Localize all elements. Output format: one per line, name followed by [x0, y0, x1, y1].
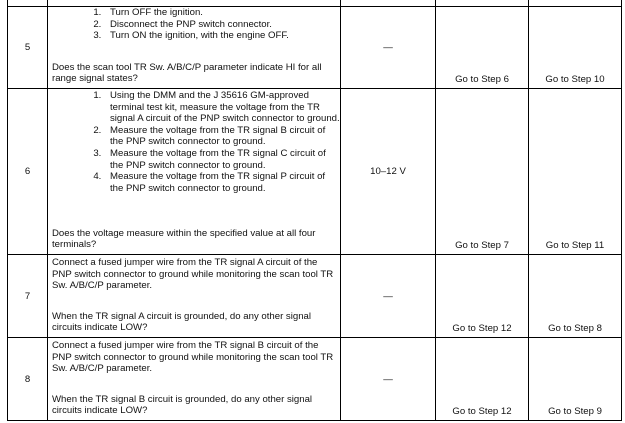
- action-list: [48, 7, 340, 42]
- action-cell: [48, 7, 341, 89]
- question-text: Does the scan tool TR Sw. A/B/C/P parameter indicate HI for all range signal states?: [52, 61, 322, 85]
- yes-cell: Go to Step 12: [436, 255, 529, 338]
- value-cell: —: [341, 338, 436, 421]
- step-number: 7: [8, 255, 48, 338]
- action-cell: [48, 89, 341, 255]
- table-row: [8, 338, 622, 421]
- no-cell: Go to Step 11: [529, 89, 622, 255]
- action-cell: [48, 338, 341, 421]
- list-item: 4. Measure the voltage from the TR signal P circuit of the PNP switch connector to ground.: [104, 171, 340, 194]
- no-cell: Go to Step 10: [529, 7, 622, 89]
- list-item: 3. Measure the voltage from the TR signal C circuit of the PNP switch connector to ground.: [104, 148, 340, 171]
- table-row: [8, 7, 622, 89]
- question-text: When the TR signal B circuit is grounded, do any other signal circuits indicate LOW?: [52, 393, 313, 417]
- list-item: 1. Turn OFF the ignition.: [104, 7, 340, 19]
- diagnostic-table: [7, 0, 622, 421]
- question-text: Does the voltage measure within the specified value at all four terminals?: [52, 227, 316, 251]
- value-cell: —: [341, 255, 436, 338]
- action-cell: [48, 255, 341, 338]
- list-item: 2. Measure the voltage from the TR signal B circuit of the PNP switch connector to ground.: [104, 125, 340, 148]
- no-cell: Go to Step 9: [529, 338, 622, 421]
- step-number: 5: [8, 7, 48, 89]
- step-number: 6: [8, 89, 48, 255]
- step-number: 8: [8, 338, 48, 421]
- list-item: 1. Using the DMM and the J 35616 GM-approved terminal test kit, measure the voltage from the TR signal A circuit of the PNP switch connector to ground.: [104, 90, 340, 125]
- table-row: [8, 89, 622, 255]
- value-cell: 10–12 V: [341, 89, 436, 255]
- no-cell: Go to Step 8: [529, 255, 622, 338]
- yes-cell: Go to Step 12: [436, 338, 529, 421]
- instruction-text: Connect a fused jumper wire from the TR signal B circuit of the PNP switch connector to ground while monitoring the scan tool TR Sw. A/B/C/P parameter.: [52, 340, 334, 375]
- table-row: [8, 255, 622, 338]
- yes-cell: Go to Step 6: [436, 7, 529, 89]
- action-list: [48, 89, 340, 194]
- value-cell: —: [341, 7, 436, 89]
- question-text: When the TR signal A circuit is grounded, do any other signal circuits indicate LOW?: [52, 310, 312, 334]
- instruction-text: Connect a fused jumper wire from the TR signal A circuit of the PNP switch connector to ground while monitoring the scan tool TR Sw. A/B/C/P parameter.: [52, 257, 334, 292]
- list-item: 3. Turn ON the ignition, with the engine OFF.: [104, 30, 340, 42]
- list-item: 2. Disconnect the PNP switch connector.: [104, 19, 340, 31]
- yes-cell: Go to Step 7: [436, 89, 529, 255]
